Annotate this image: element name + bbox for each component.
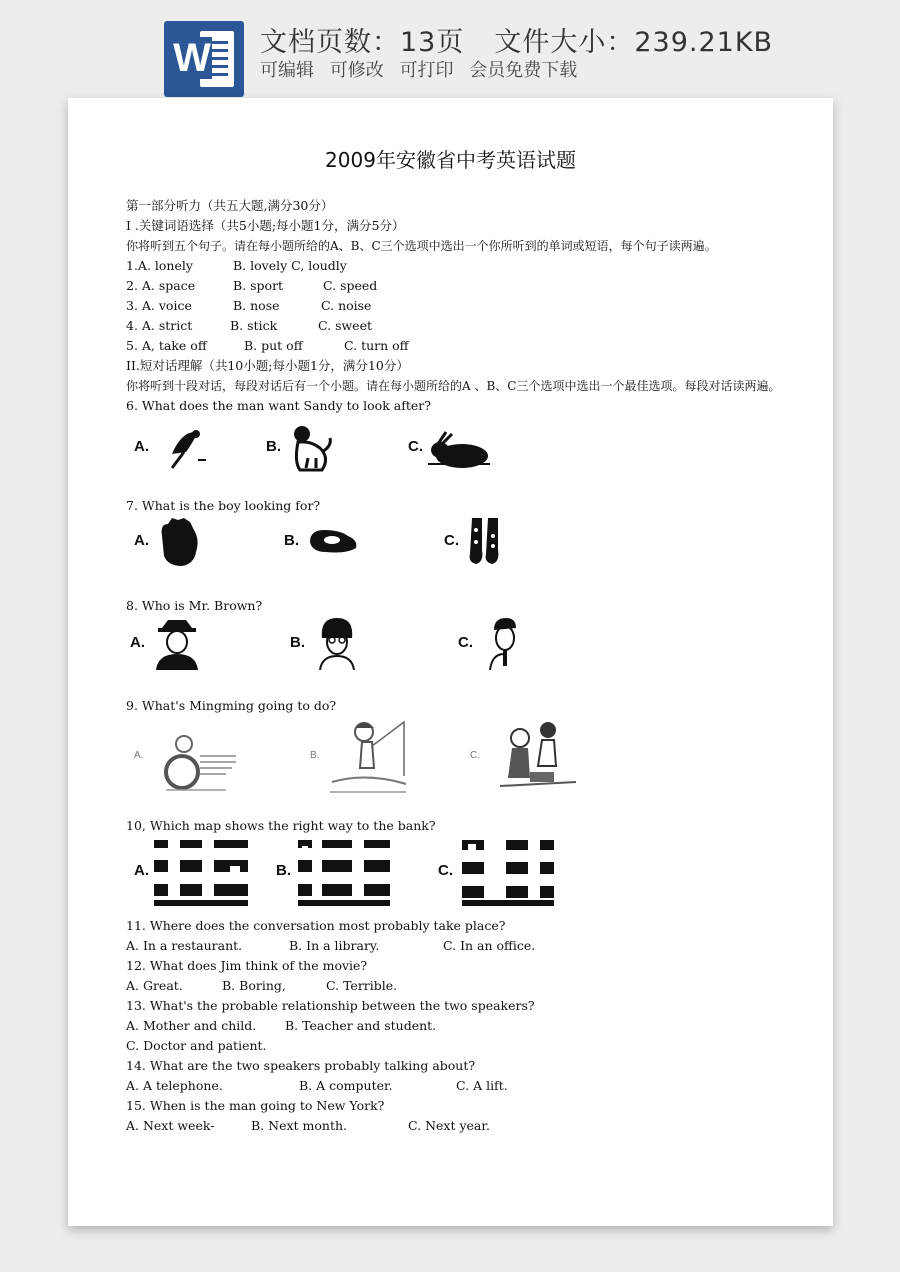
option: C. Next year. (408, 1118, 490, 1133)
question-1 (126, 256, 796, 276)
picture-options-9 (126, 716, 796, 816)
picture-options-10 (126, 836, 796, 912)
map-a-icon (154, 840, 248, 906)
question-12-options (126, 976, 796, 996)
question-13-option-c: C. Doctor and patient. (126, 1038, 267, 1053)
option-a-label: A. (130, 634, 145, 651)
option-b-label: B. (284, 532, 299, 549)
feature-modifiable: 可修改 (329, 60, 384, 81)
file-size: 文件大小：239.21KB (494, 27, 774, 58)
question-4 (126, 316, 796, 336)
option: B. stick (230, 318, 278, 333)
option: C. speed (323, 278, 378, 293)
question-13-options (126, 1016, 796, 1036)
option: A. Great. (126, 978, 183, 993)
option-a-label: A. (134, 532, 149, 549)
man-with-hat-icon (154, 616, 200, 670)
option: C. A lift. (456, 1078, 508, 1093)
map-b-icon (298, 840, 390, 906)
option: 4. A. strict (126, 318, 193, 333)
woman-with-glasses-icon (314, 616, 360, 670)
section-1-instructions: 你将听到五个句子。请在每小题所给的A、B、C三个选项中选出一个你所听到的单词或短语，每个句子读两遍。 (126, 239, 717, 253)
feature-printable: 可打印 (399, 60, 454, 81)
file-meta (260, 20, 803, 59)
option-b-label: B. (276, 862, 291, 879)
option-a-label: A. (134, 438, 149, 455)
option: 5. A, take off (126, 338, 207, 353)
section-1-title: I .关键词语选择（共5小题;每小题1分，满分5分） (126, 218, 405, 233)
socks-icon (466, 516, 506, 568)
swimming-boy-icon (156, 724, 242, 800)
option: A. A telephone. (126, 1078, 223, 1093)
option: B. Boring, (222, 978, 286, 993)
picture-options-7 (126, 516, 796, 576)
question-15: 15. When is the man going to New York? (126, 1098, 385, 1113)
option: B. In a library. (289, 938, 380, 953)
question-13: 13. What's the probable relationship between the two speakers? (126, 998, 535, 1013)
question-10: 10, Which map shows the right way to the bank? (126, 818, 436, 833)
option-b-label: B. (266, 438, 281, 455)
option-c-label: C. (458, 634, 473, 651)
option: C. Terrible. (326, 978, 398, 993)
section-2-instructions: 你将听到十段对话，每段对话后有一个小题。请在每小题所给的A 、B、C三个选项中选出一个最佳选项。每段对话读两遍。 (126, 379, 781, 393)
question-15-options (126, 1116, 796, 1136)
option-c-label: C. (444, 532, 459, 549)
option: B. lovely C, loudly (233, 258, 347, 273)
question-9: 9. What's Mingming going to do? (126, 698, 337, 713)
option-c-label: C. (438, 862, 453, 879)
download-banner (0, 0, 900, 100)
option: A. Next week- (126, 1118, 215, 1133)
option: C. In an office. (443, 938, 536, 953)
page-title: 2009年安徽省中考英语试题 (325, 148, 576, 172)
option: C. sweet (318, 318, 372, 333)
document-body (126, 196, 796, 1136)
feature-editable: 可编辑 (260, 60, 314, 81)
children-playing-icon (490, 716, 586, 798)
question-6: 6. What does the man want Sandy to look after? (126, 398, 431, 413)
question-5 (126, 336, 796, 356)
question-11-options (126, 936, 796, 956)
feature-member-download: 会员免费下载 (469, 60, 578, 81)
dog-icon (286, 422, 336, 474)
section-2-title: II.短对话理解（共10小题;每小题1分，满分10分） (126, 358, 409, 373)
question-2 (126, 276, 796, 296)
picture-options-6 (126, 416, 796, 476)
option-c-label: C. (408, 438, 423, 455)
map-c-icon (462, 840, 554, 906)
question-14-options (126, 1076, 796, 1096)
old-man-icon (484, 616, 524, 670)
option: C. noise (321, 298, 372, 313)
word-letter: W (173, 36, 211, 80)
shoes-icon (306, 522, 360, 558)
option-a-label: A. (134, 750, 144, 761)
part-heading: 第一部分听力（共五大题,满分30分） (126, 198, 334, 213)
document-page (68, 98, 833, 1226)
option-a-label: A. (134, 862, 149, 879)
question-12: 12. What does Jim think of the movie? (126, 958, 368, 973)
question-14: 14. What are the two speakers probably talking about? (126, 1058, 476, 1073)
question-3 (126, 296, 796, 316)
option: B. Next month. (251, 1118, 347, 1133)
fishing-boy-icon (326, 716, 410, 800)
option: B. nose (233, 298, 280, 313)
question-7: 7. What is the boy looking for? (126, 498, 321, 513)
bird-icon (162, 424, 210, 472)
option: 3. A. voice (126, 298, 192, 313)
option: 2. A. space (126, 278, 196, 293)
picture-options-8 (126, 616, 796, 676)
option: C. turn off (344, 338, 409, 353)
option: B. sport (233, 278, 284, 293)
option: B. A computer. (299, 1078, 393, 1093)
option: B. put off (244, 338, 303, 353)
feature-list (260, 56, 587, 82)
option: 1.A. lonely (126, 258, 193, 273)
option: A. In a restaurant. (126, 938, 243, 953)
question-11: 11. Where does the conversation most probably take place? (126, 918, 506, 933)
option-c-label: C. (470, 750, 480, 761)
question-8: 8. Who is Mr. Brown? (126, 598, 263, 613)
glove-icon (154, 516, 204, 568)
rabbit-icon (426, 430, 492, 470)
option-b-label: B. (290, 634, 305, 651)
page-count: 文档页数：13页 (260, 27, 465, 58)
option-b-label: B. (310, 750, 320, 761)
word-document-icon (164, 21, 244, 97)
option: B. Teacher and student. (285, 1018, 437, 1033)
option: A. Mother and child. (126, 1018, 257, 1033)
